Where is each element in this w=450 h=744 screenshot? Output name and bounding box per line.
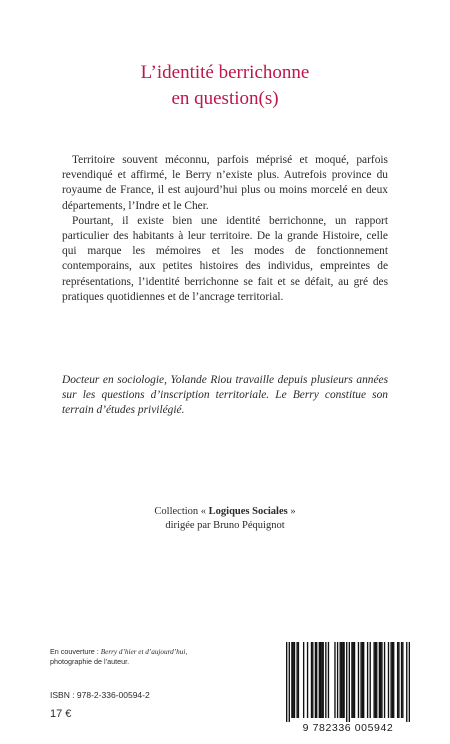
barcode-bar — [321, 642, 322, 718]
barcode-bar — [298, 642, 299, 718]
barcode-bar — [312, 642, 313, 718]
barcode-bars — [286, 642, 410, 722]
barcode-bar — [401, 642, 402, 718]
cover-credit-line-1 — [50, 647, 280, 657]
barcode-bar — [320, 642, 321, 718]
barcode-bar — [351, 642, 352, 718]
book-title — [0, 60, 450, 112]
barcode-bar — [398, 642, 399, 718]
cover-credit-suffix: , — [185, 647, 188, 656]
barcode-digits: 9 782336 005942 — [302, 722, 394, 734]
barcode-bar — [343, 642, 344, 718]
barcode-bar — [379, 642, 380, 718]
barcode-bar — [286, 642, 287, 722]
barcode-bar — [375, 642, 376, 718]
barcode-bar — [349, 642, 350, 722]
book-title-line-1: L’identité berrichonne — [140, 62, 310, 83]
barcode-bar — [323, 642, 324, 718]
barcode-bar — [380, 642, 381, 718]
barcode-bar — [296, 642, 297, 718]
barcode-bar — [291, 642, 292, 718]
barcode-bar — [293, 642, 294, 718]
barcode-bar — [370, 642, 371, 718]
barcode-bar — [334, 642, 335, 718]
cover-credit-work: Berry d’hier et d’aujourd’hui — [100, 648, 186, 656]
barcode-bar — [346, 642, 347, 722]
barcode-bar — [392, 642, 393, 718]
barcode-bar — [402, 642, 403, 718]
barcode-bar — [307, 642, 308, 718]
barcode-bar — [393, 642, 394, 718]
collection-director: dirigée par Bruno Péquignot — [165, 520, 285, 531]
barcode-bar — [315, 642, 316, 718]
summary-text — [62, 153, 388, 305]
barcode-bar — [409, 642, 410, 722]
cover-credit — [50, 647, 280, 667]
barcode — [286, 642, 410, 722]
barcode-bar — [384, 642, 385, 718]
barcode-bar — [360, 642, 361, 718]
collection-line — [0, 505, 450, 519]
cover-credit-line-2: photographie de l’auteur. — [50, 657, 130, 666]
collection-series-name: Logiques Sociales — [208, 506, 288, 517]
barcode-bar — [311, 642, 312, 718]
isbn-label: ISBN : 978-2-336-00594-2 — [50, 690, 150, 700]
barcode-bar — [340, 642, 341, 718]
barcode-bar — [381, 642, 382, 718]
barcode-bar — [303, 642, 304, 718]
barcode-bar — [358, 642, 359, 718]
barcode-bar — [353, 642, 354, 718]
summary-paragraph-1: Territoire souvent méconnu, parfois méprisé et moqué, parfois revendiqué et affirmé, le Berry n’existe plus. Autrefois province du royaume de France, il est aujourd’hui plus ou moins morcelé en deux départements, l’Indre et le Cher. — [62, 154, 388, 212]
cover-credit-prefix: En couverture : — [50, 647, 101, 656]
barcode-bar — [289, 642, 290, 722]
barcode-bar — [363, 642, 364, 718]
barcode-bar — [397, 642, 398, 718]
barcode-bar — [316, 642, 317, 718]
barcode-bar — [373, 642, 374, 718]
book-title-line-2: en question(s) — [171, 88, 279, 109]
barcode-bar — [406, 642, 407, 722]
price-label: 17 € — [50, 708, 72, 720]
collection-prefix: Collection « — [154, 506, 209, 517]
barcode-bar — [367, 642, 368, 718]
barcode-bar — [319, 642, 320, 718]
barcode-bar — [328, 642, 329, 718]
collection-info — [0, 505, 450, 533]
summary-paragraph-2: Pourtant, il existe bien une identité berrichonne, un rapport particulier des habitants à leur territoire. De la grande Histoire, celle qui marque les mémoires et les modes de fonctionnement contemporains, aux petites histoires des individus, empreintes de représentations, l’identité berrichonne se fait et se défait, au gré des pratiques quotidiennes et de l’ancrage territorial. — [62, 214, 388, 303]
barcode-bar — [337, 642, 338, 718]
barcode-bar — [294, 642, 295, 718]
barcode-bar — [325, 642, 326, 718]
barcode-bar — [390, 642, 391, 718]
barcode-bar — [376, 642, 377, 718]
barcode-bar — [362, 642, 363, 718]
barcode-bar — [342, 642, 343, 718]
barcode-bar — [388, 642, 389, 718]
barcode-bar — [341, 642, 342, 718]
collection-suffix: » — [287, 506, 296, 517]
barcode-bar — [354, 642, 355, 718]
author-bio: Docteur en sociologie, Yolande Riou travaille depuis plusieurs années sur les questions d’inscription territoriale. Le Berry constitue son terrain d’études privilégié. — [62, 374, 388, 417]
